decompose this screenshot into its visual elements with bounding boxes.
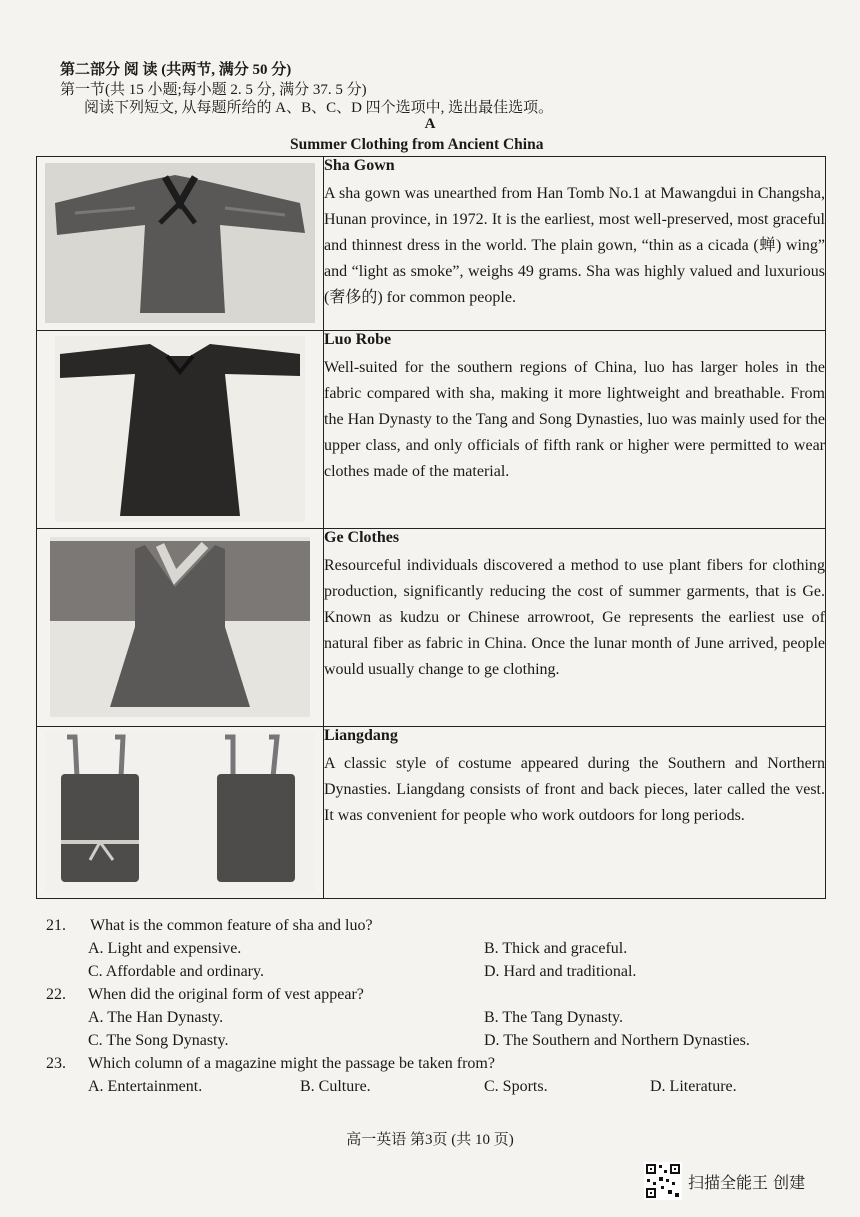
question-23	[46, 1052, 826, 1075]
question-number: 21.	[46, 917, 66, 934]
option-row	[46, 960, 826, 983]
option-row	[46, 1029, 826, 1052]
questions	[46, 914, 826, 1098]
option-d: D. Literature.	[650, 1078, 737, 1095]
option-row	[46, 1006, 826, 1029]
option-d: D. The Southern and Northern Dynasties.	[484, 1032, 750, 1049]
option-c: C. The Song Dynasty.	[88, 1032, 229, 1049]
question-22	[46, 983, 826, 1006]
sha-gown-photo	[45, 163, 315, 323]
item-title: Sha Gown	[324, 157, 395, 174]
clothing-table	[36, 156, 826, 899]
liangdang-photo	[45, 732, 315, 892]
option-b: B. Thick and graceful.	[484, 940, 628, 957]
instructions: 阅读下列短文, 从每题所给的 A、B、C、D 四个选项中, 选出最佳选项。	[84, 100, 554, 116]
text-cell	[324, 727, 826, 899]
image-cell	[37, 727, 324, 899]
question-number: 22.	[46, 986, 66, 1003]
question-stem: What is the common feature of sha and luo?	[90, 917, 373, 934]
option-row	[46, 937, 826, 960]
table-row	[37, 727, 826, 899]
item-body: A classic style of costume appeared during the Southern and Northern Dynasties. Liangdang consists of front and back pieces, later called the vest. It was convenient for people who work outdoors for long periods.	[324, 755, 825, 824]
section-heading: 第二部分 阅 读 (共两节, 满分 50 分)	[60, 62, 292, 78]
ge-clothes-photo	[50, 537, 310, 717]
table-row	[37, 331, 826, 529]
option-c: C. Affordable and ordinary.	[88, 963, 264, 980]
item-body: Well-suited for the southern regions of China, luo has larger holes in the fabric compared with sha, making it more lightweight and breathable. From the Han Dynasty to the Tang and Song Dynasties, luo was mainly used for the upper class, and only officials of fifth rank or higher were permitted to wear clothes made of the material.	[324, 359, 825, 480]
question-21	[46, 914, 826, 937]
question-stem: When did the original form of vest appear?	[88, 986, 364, 1003]
image-cell	[37, 331, 324, 529]
option-b: B. Culture.	[300, 1078, 371, 1095]
page-footer: 高一英语 第3页 (共 10 页)	[346, 1132, 514, 1148]
table-row	[37, 529, 826, 727]
table-row	[37, 157, 826, 331]
subsection-heading: 第一节(共 15 小题;每小题 2. 5 分, 满分 37. 5 分)	[60, 82, 367, 98]
option-row	[46, 1075, 826, 1098]
option-d: D. Hard and traditional.	[484, 963, 637, 980]
item-title: Liangdang	[324, 727, 398, 744]
text-cell	[324, 157, 826, 331]
passage-title: Summer Clothing from Ancient China	[290, 136, 544, 153]
question-stem: Which column of a magazine might the passage be taken from?	[88, 1055, 495, 1072]
image-cell	[37, 157, 324, 331]
item-body: Resourceful individuals discovered a method to use plant fibers for clothing production, significantly reducing the cost of summer garments, that is Ge. Known as kudzu or Chinese arrowroot, Ge represents the earliest use of natural fiber as fabric in China. Once the lunar month of June arrived, people would usually change to ge clothing.	[324, 557, 825, 678]
item-body: A sha gown was unearthed from Han Tomb No.1 at Mawangdui in Changsha, Hunan province, in 1972. It is the earliest, most well-preserved, most graceful and thinnest dress in the world. The plain gown, “thin as a cicada (蝉) wing” and “light as smoke”, weighs 49 grams. Sha was highly valued and luxurious (奢侈的) for common people.	[324, 185, 825, 306]
image-cell	[37, 529, 324, 727]
watermark-text: 扫描全能王 创建	[688, 1172, 806, 1192]
option-a: A. Light and expensive.	[88, 940, 242, 957]
option-a: A. Entertainment.	[88, 1078, 203, 1095]
question-number: 23.	[46, 1055, 66, 1072]
text-cell	[324, 331, 826, 529]
item-title: Ge Clothes	[324, 529, 400, 546]
qr-code-icon	[644, 1162, 682, 1200]
item-title: Luo Robe	[324, 331, 392, 348]
text-cell	[324, 529, 826, 727]
passage-letter: A	[424, 116, 436, 132]
option-b: B. The Tang Dynasty.	[484, 1009, 624, 1026]
option-a: A. The Han Dynasty.	[88, 1009, 224, 1026]
option-c: C. Sports.	[484, 1078, 548, 1095]
luo-robe-photo	[55, 336, 305, 522]
scanner-watermark	[644, 1162, 805, 1200]
